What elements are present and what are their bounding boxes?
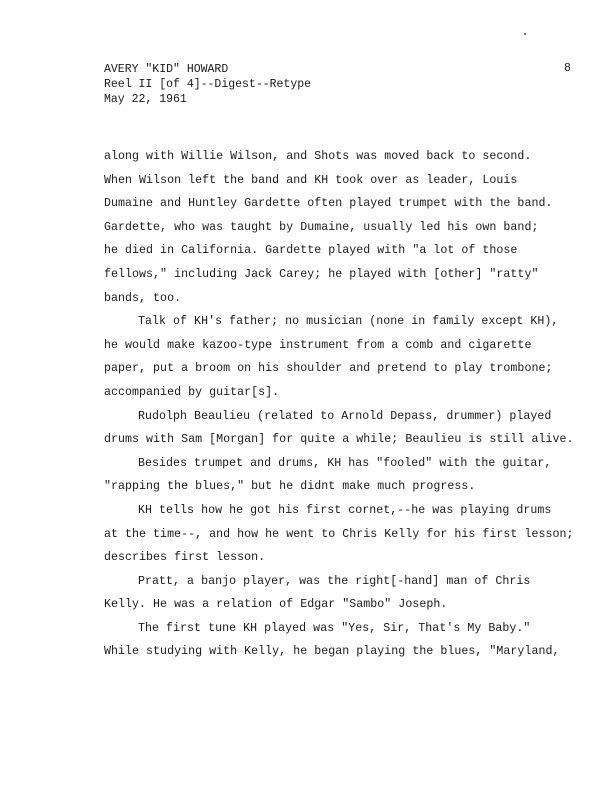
text-line: describes first lesson.	[104, 551, 266, 565]
text-line: Talk of KH's father; no musician (none in family except KH),	[138, 315, 559, 329]
text-line: Besides trumpet and drums, KH has "fooled" with the guitar,	[138, 456, 552, 470]
text-line: "rapping the blues," but he didnt make much progress.	[104, 480, 476, 494]
text-line: along with Willie Wilson, and Shots was moved back to second.	[104, 150, 532, 163]
page-number: 8	[564, 62, 571, 75]
text-line: paper, put a broom on his shoulder and pretend to play trombone;	[104, 362, 553, 376]
document-header	[104, 62, 311, 107]
text-line: accompanied by guitar[s].	[104, 385, 280, 399]
text-line: While studying with Kelly, he began playing the blues, "Maryland,	[104, 645, 560, 659]
transcript-body	[104, 145, 584, 664]
text-line: When Wilson left the band and KH took over as leader, Louis	[104, 173, 518, 187]
reel-info: Reel II [of 4]--Digest--Retype	[104, 78, 312, 91]
text-line: Dumaine and Huntley Gardette often played trumpet with the band.	[104, 197, 553, 211]
interview-date: May 22, 1961	[104, 93, 187, 106]
text-line: he would make kazoo-type instrument from a comb and cigarette	[104, 338, 532, 352]
text-line: bands, too.	[104, 291, 182, 305]
text-line: fellows," including Jack Carey; he played with [other] "ratty"	[104, 267, 539, 281]
text-line: Rudolph Beaulieu (related to Arnold Depass, drummer) played	[138, 409, 552, 423]
interviewee-name: AVERY "KID" HOWARD	[104, 63, 229, 76]
text-line: Kelly. He was a relation of Edgar "Sambo" Joseph.	[104, 598, 448, 612]
text-line: KH tells how he got his first cornet,--he was playing drums	[138, 503, 552, 517]
text-line: at the time--, and how he went to Chris Kelly for his first lesson;	[104, 527, 574, 541]
text-line: Pratt, a banjo player, was the right[-hand] man of Chris	[138, 574, 531, 588]
text-line: he died in California. Gardette played with "a lot of those	[104, 244, 518, 258]
scan-speck	[524, 33, 526, 35]
text-line: Gardette, who was taught by Dumaine, usually led his own band;	[104, 220, 539, 234]
text-line: drums with Sam [Morgan] for quite a while; Beaulieu is still alive.	[104, 433, 574, 447]
text-line: The first tune KH played was "Yes, Sir, That's My Baby."	[138, 621, 531, 635]
